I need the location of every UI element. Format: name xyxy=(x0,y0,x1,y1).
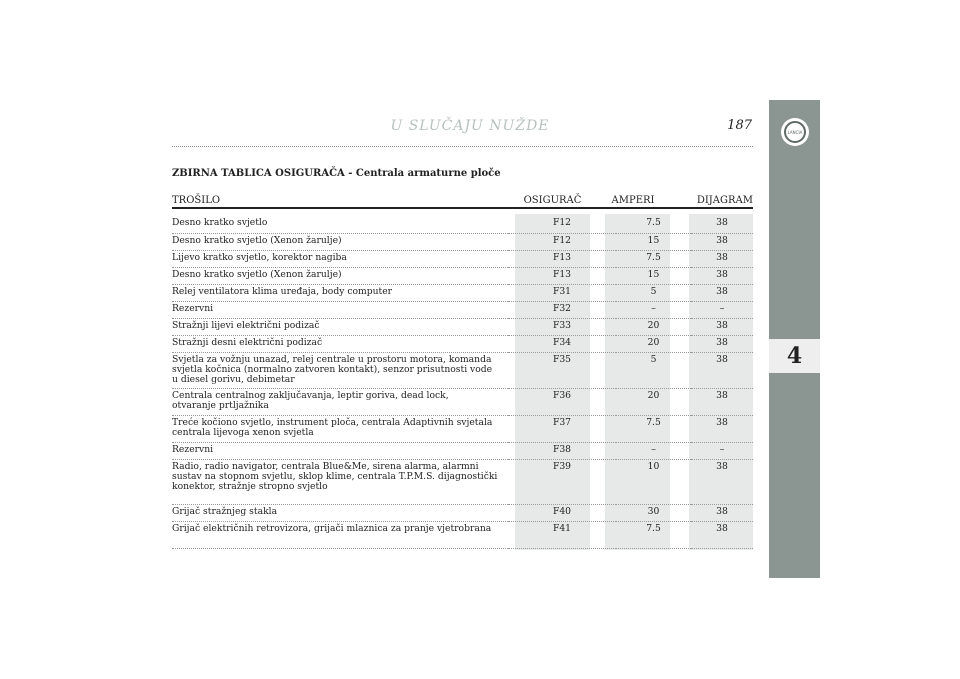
fuse-cell: F39 xyxy=(508,459,616,504)
fuse-cell: F13 xyxy=(508,267,616,284)
amps-cell: 15 xyxy=(616,267,691,284)
amps-cell: – xyxy=(616,301,691,318)
amps-cell: 5 xyxy=(616,352,691,388)
diagram-cell: 38 xyxy=(691,415,753,442)
fuse-cell: F12 xyxy=(508,216,616,233)
table-row xyxy=(172,504,753,521)
table-row xyxy=(172,352,753,388)
fuse-cell: F36 xyxy=(508,388,616,415)
page-number: 187 xyxy=(727,118,752,133)
table-row xyxy=(172,284,753,301)
fuse-table xyxy=(172,216,753,549)
fuse-cell: F12 xyxy=(508,233,616,250)
consumer-cell: Svjetla za vožnju unazad, relej centrale u prostoru motora, komanda svjetla kočnica (normalno zatvoren kontakt), senzor prisutnosti vode u diesel gorivu, debimetar xyxy=(172,352,508,388)
consumer-cell: Rezervni xyxy=(172,301,508,318)
column-header-diagram: DIJAGRAM xyxy=(696,195,753,206)
logo-text: LANCIA xyxy=(784,121,806,143)
diagram-cell: 38 xyxy=(691,284,753,301)
amps-cell: 7.5 xyxy=(616,250,691,267)
diagram-cell: – xyxy=(691,442,753,459)
table-title: ZBIRNA TABLICA OSIGURAČA - Centrala armaturne ploče xyxy=(172,168,501,179)
column-header-consumer: TROŠILO xyxy=(172,195,221,206)
fuse-cell: F31 xyxy=(508,284,616,301)
table-row xyxy=(172,459,753,504)
table-row xyxy=(172,521,753,548)
table-row xyxy=(172,335,753,352)
consumer-cell: Stražnji desni električni podizač xyxy=(172,335,508,352)
amps-cell: 20 xyxy=(616,318,691,335)
amps-cell: – xyxy=(616,442,691,459)
fuse-cell: F41 xyxy=(508,521,616,548)
fuse-cell: F33 xyxy=(508,318,616,335)
consumer-cell: Relej ventilatora klima uređaja, body computer xyxy=(172,284,508,301)
consumer-cell: Desno kratko svjetlo xyxy=(172,216,508,233)
column-header-amps: AMPERI xyxy=(611,195,655,206)
fuse-cell: F13 xyxy=(508,250,616,267)
diagram-cell: – xyxy=(691,301,753,318)
consumer-cell: Grijač električnih retrovizora, grijači mlaznica za pranje vjetrobrana xyxy=(172,521,508,548)
diagram-cell: 38 xyxy=(691,352,753,388)
table-row xyxy=(172,442,753,459)
fuse-cell: F34 xyxy=(508,335,616,352)
diagram-cell: 38 xyxy=(691,335,753,352)
consumer-cell: Stražnji lijevi električni podizač xyxy=(172,318,508,335)
diagram-cell: 38 xyxy=(691,318,753,335)
amps-cell: 20 xyxy=(616,335,691,352)
diagram-cell: 38 xyxy=(691,250,753,267)
consumer-cell: Treće kočiono svjetlo, instrument ploča, centrala Adaptivnih svjetala centrala lijevoga xenon svjetla xyxy=(172,415,508,442)
lancia-logo-icon xyxy=(781,118,809,146)
consumer-cell: Grijač stražnjeg stakla xyxy=(172,504,508,521)
amps-cell: 7.5 xyxy=(616,415,691,442)
amps-cell: 7.5 xyxy=(616,521,691,548)
table-row xyxy=(172,250,753,267)
table-row xyxy=(172,267,753,284)
fuse-cell: F35 xyxy=(508,352,616,388)
amps-cell: 5 xyxy=(616,284,691,301)
column-header-fuse: OSIGURAČ xyxy=(523,195,582,206)
consumer-cell: Desno kratko svjetlo (Xenon žarulje) xyxy=(172,233,508,250)
diagram-cell: 38 xyxy=(691,233,753,250)
fuse-cell: F40 xyxy=(508,504,616,521)
consumer-cell: Desno kratko svjetlo (Xenon žarulje) xyxy=(172,267,508,284)
amps-cell: 15 xyxy=(616,233,691,250)
diagram-cell: 38 xyxy=(691,216,753,233)
consumer-cell: Lijevo kratko svjetlo, korektor nagiba xyxy=(172,250,508,267)
consumer-cell: Radio, radio navigator, centrala Blue&Me, sirena alarma, alarmni sustav na stopnom svjetlu, sklop klime, centrala T.P.M.S. dijagnostički konektor, stražnje stropno svjetlo xyxy=(172,459,508,504)
amps-cell: 7.5 xyxy=(616,216,691,233)
table-row xyxy=(172,301,753,318)
amps-cell: 10 xyxy=(616,459,691,504)
amps-cell: 20 xyxy=(616,388,691,415)
table-row xyxy=(172,318,753,335)
table-row xyxy=(172,216,753,233)
header-divider xyxy=(172,146,753,148)
diagram-cell: 38 xyxy=(691,388,753,415)
diagram-cell: 38 xyxy=(691,521,753,548)
fuse-cell: F38 xyxy=(508,442,616,459)
diagram-cell: 38 xyxy=(691,504,753,521)
table-row xyxy=(172,233,753,250)
section-title: U SLUČAJU NUŽDE xyxy=(390,118,550,134)
fuse-cell: F32 xyxy=(508,301,616,318)
amps-cell: 30 xyxy=(616,504,691,521)
header-rule xyxy=(172,207,753,209)
chapter-number: 4 xyxy=(769,339,820,373)
fuse-cell: F37 xyxy=(508,415,616,442)
table-row xyxy=(172,388,753,415)
consumer-cell: Centrala centralnog zaključavanja, leptir goriva, dead lock, otvaranje prtljažnika xyxy=(172,388,508,415)
diagram-cell: 38 xyxy=(691,267,753,284)
diagram-cell: 38 xyxy=(691,459,753,504)
consumer-cell: Rezervni xyxy=(172,442,508,459)
table-row xyxy=(172,415,753,442)
